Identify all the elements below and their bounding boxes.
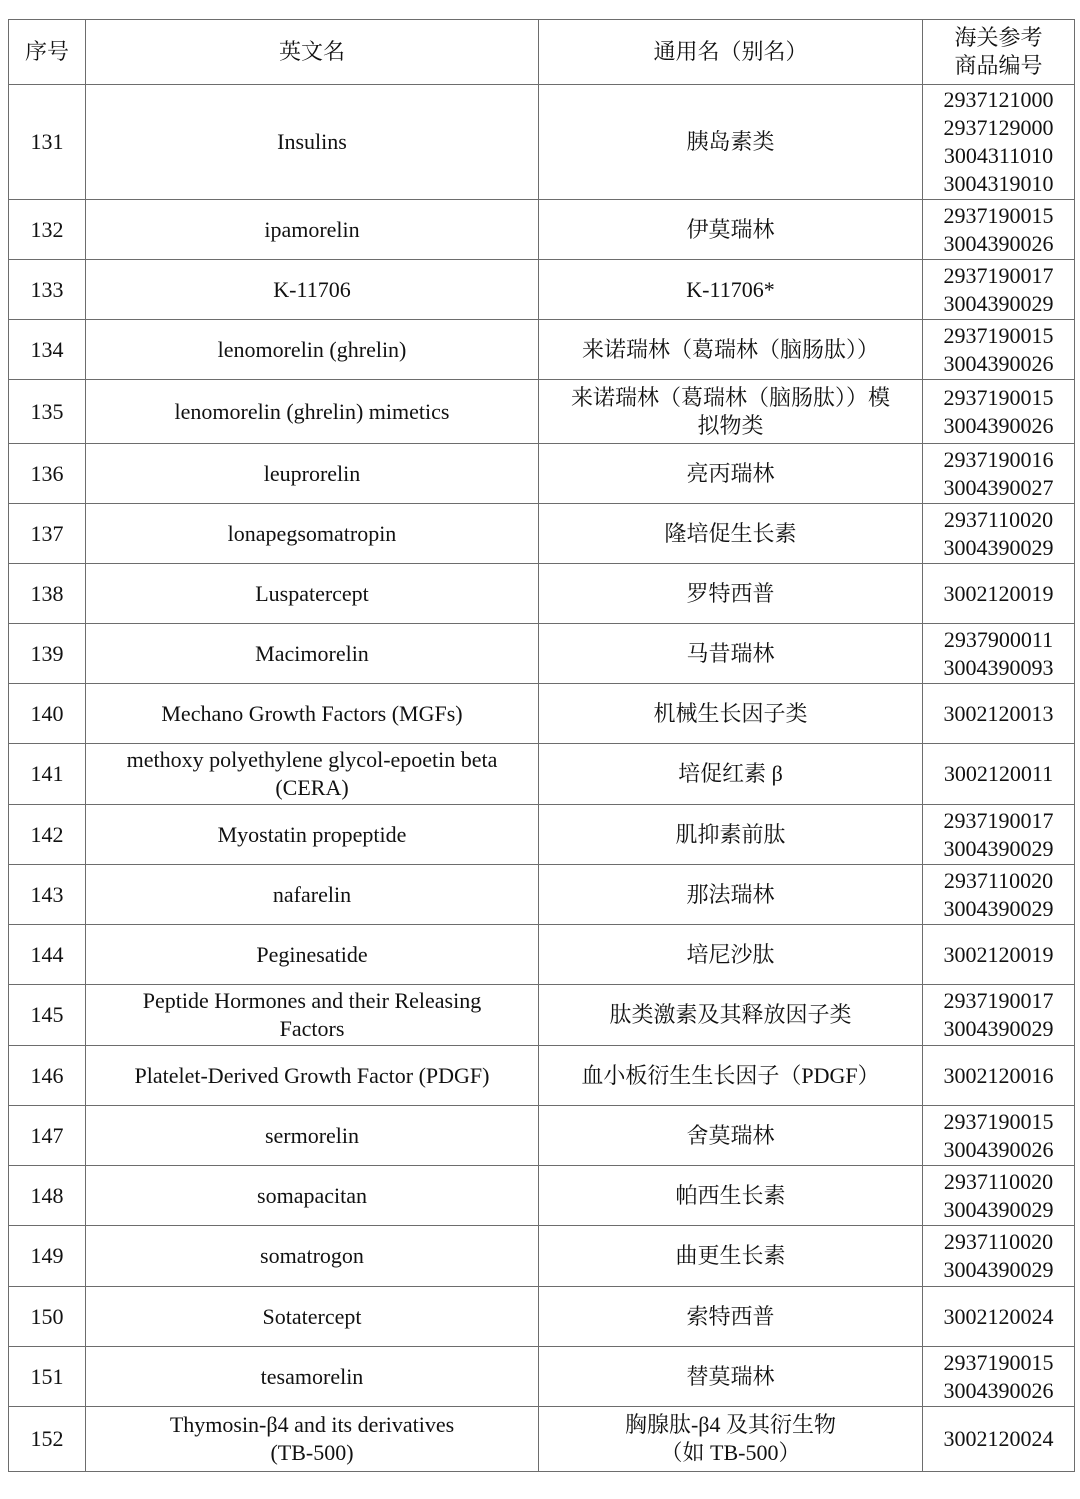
customs-code: 2937190015 [943, 1108, 1054, 1134]
table-row [9, 200, 1075, 260]
customs-code-cell [923, 624, 1075, 684]
common-name: 血小板衍生生长因子（PDGF） [581, 1062, 880, 1088]
customs-code-cell [923, 1287, 1075, 1347]
row-number: 141 [9, 744, 86, 805]
common-name-cell [539, 444, 923, 504]
table-row [9, 985, 1075, 1046]
english-name: lenomorelin (ghrelin) mimetics [174, 398, 450, 424]
common-name-cell [539, 684, 923, 744]
common-name: 胸腺肽-β4 及其衍生物 [624, 1412, 837, 1437]
english-name: nafarelin [272, 881, 352, 907]
table-row [9, 624, 1075, 684]
common-name: 帕西生长素 [675, 1182, 786, 1208]
customs-code: 2937190015 [943, 202, 1054, 228]
customs-code: 3004311010 [943, 143, 1054, 168]
table-row [9, 260, 1075, 320]
english-name: tesamorelin [260, 1363, 364, 1389]
customs-code: 3004390029 [943, 1257, 1054, 1282]
english-name: Platelet-Derived Growth Factor (PDGF) [134, 1062, 490, 1088]
english-name-cell [86, 1106, 539, 1166]
customs-code: 3002120016 [943, 1062, 1054, 1088]
customs-code-cell [923, 1166, 1075, 1226]
common-name-cell [539, 805, 923, 865]
customs-code-cell [923, 805, 1075, 865]
common-name: 肽类激素及其释放因子类 [609, 1002, 852, 1027]
common-name: 替莫瑞林 [686, 1363, 775, 1389]
common-name: 亮丙瑞林 [686, 460, 775, 486]
common-name: （如 TB-500） [660, 1440, 801, 1465]
common-name: 培促红素 β [678, 761, 783, 786]
row-number: 139 [9, 624, 86, 684]
customs-code: 2937190015 [943, 384, 1054, 410]
header-code-line1: 海关参考 [954, 25, 1043, 50]
common-name-cell [539, 564, 923, 624]
customs-code-cell [923, 380, 1075, 444]
english-name-cell [86, 865, 539, 925]
english-name: Factors [279, 1016, 345, 1041]
customs-code: 3004390029 [943, 895, 1054, 921]
common-name: K-11706* [686, 276, 775, 302]
customs-code: 3002120019 [943, 941, 1054, 967]
row-number: 146 [9, 1046, 86, 1106]
common-name-cell [539, 1347, 923, 1407]
english-name: (CERA) [275, 775, 349, 800]
english-name: (TB-500) [270, 1440, 354, 1465]
common-name-cell [539, 1106, 923, 1166]
header-english-name: 英文名 [86, 20, 539, 85]
english-name: Mechano Growth Factors (MGFs) [161, 700, 463, 726]
english-name: methoxy polyethylene glycol-epoetin beta [126, 747, 498, 772]
customs-code-cell [923, 85, 1075, 200]
customs-code-cell [923, 564, 1075, 624]
customs-code: 2937190015 [943, 1349, 1054, 1375]
customs-code: 2937190016 [943, 446, 1054, 472]
table-row [9, 1166, 1075, 1226]
row-number: 149 [9, 1226, 86, 1287]
common-name-cell [539, 504, 923, 564]
header-row [9, 20, 1075, 85]
row-number: 140 [9, 684, 86, 744]
common-name: 培尼沙肽 [686, 941, 775, 967]
customs-code: 3004319010 [943, 171, 1054, 196]
customs-code: 3002120011 [943, 761, 1054, 786]
customs-code: 2937110020 [943, 506, 1054, 532]
customs-code: 3004390026 [943, 350, 1054, 376]
row-number: 133 [9, 260, 86, 320]
common-name-cell [539, 1166, 923, 1226]
table-header [9, 20, 1075, 85]
english-name: somapacitan [257, 1182, 367, 1208]
english-name-cell [86, 805, 539, 865]
english-name-cell [86, 444, 539, 504]
english-name: Peptide Hormones and their Releasing [142, 988, 482, 1013]
english-name: K-11706 [273, 276, 351, 302]
row-number: 131 [9, 85, 86, 200]
table-row [9, 865, 1075, 925]
customs-code-cell [923, 444, 1075, 504]
table-row [9, 85, 1075, 200]
table-body [9, 85, 1075, 1472]
english-name-cell [86, 380, 539, 444]
english-name: lonapegsomatropin [227, 520, 397, 546]
english-name: Macimorelin [255, 640, 369, 666]
customs-code: 2937190017 [943, 807, 1054, 833]
table-row [9, 1226, 1075, 1287]
common-name: 机械生长因子类 [653, 700, 808, 726]
row-number: 138 [9, 564, 86, 624]
customs-code-cell [923, 925, 1075, 985]
customs-code: 3004390026 [943, 1377, 1054, 1403]
common-name-cell [539, 320, 923, 380]
substance-table [8, 19, 1075, 1472]
english-name: Insulins [277, 129, 347, 154]
common-name-cell [539, 1407, 923, 1472]
english-name-cell [86, 1407, 539, 1472]
english-name: Luspatercept [255, 580, 369, 606]
english-name-cell [86, 925, 539, 985]
common-name-cell [539, 985, 923, 1046]
table-row [9, 504, 1075, 564]
common-name: 拟物类 [697, 412, 764, 438]
common-name-cell [539, 624, 923, 684]
customs-code: 2937190015 [943, 322, 1054, 348]
row-number: 147 [9, 1106, 86, 1166]
table-row [9, 805, 1075, 865]
english-name-cell [86, 985, 539, 1046]
table-row [9, 1287, 1075, 1347]
customs-code-cell [923, 1106, 1075, 1166]
english-name: sermorelin [264, 1122, 360, 1148]
customs-code-cell [923, 504, 1075, 564]
customs-code: 3002120019 [943, 580, 1054, 606]
common-name-cell [539, 85, 923, 200]
english-name: Myostatin propeptide [217, 821, 407, 847]
customs-code-cell [923, 744, 1075, 805]
common-name-cell [539, 865, 923, 925]
customs-code-cell [923, 1347, 1075, 1407]
customs-code-cell [923, 1407, 1075, 1472]
english-name-cell [86, 200, 539, 260]
customs-code: 2937121000 [943, 87, 1054, 112]
table-row [9, 684, 1075, 744]
english-name-cell [86, 564, 539, 624]
english-name-cell [86, 260, 539, 320]
row-number: 137 [9, 504, 86, 564]
customs-code: 2937900011 [943, 626, 1054, 652]
common-name-cell [539, 744, 923, 805]
common-name: 肌抑素前肽 [675, 821, 786, 847]
customs-code: 3004390029 [943, 534, 1054, 560]
common-name-cell [539, 380, 923, 444]
customs-code: 3002120013 [943, 700, 1054, 726]
common-name: 来诺瑞林（葛瑞林（脑肠肽））模 [570, 384, 890, 410]
row-number: 150 [9, 1287, 86, 1347]
common-name-cell [539, 1287, 923, 1347]
customs-code: 3004390029 [943, 835, 1054, 861]
customs-code: 2937110020 [943, 867, 1054, 893]
common-name: 曲更生长素 [675, 1243, 786, 1268]
english-name: Sotatercept [262, 1303, 362, 1329]
english-name: somatrogon [260, 1243, 364, 1268]
customs-code-cell [923, 865, 1075, 925]
table-row [9, 380, 1075, 444]
customs-code: 3004390093 [943, 654, 1054, 680]
row-number: 135 [9, 380, 86, 444]
customs-code: 3004390026 [943, 1136, 1054, 1162]
common-name: 隆培促生长素 [664, 520, 797, 546]
common-name-cell [539, 260, 923, 320]
table-row [9, 564, 1075, 624]
header-code-line2: 商品编号 [954, 53, 1043, 78]
english-name: ipamorelin [264, 216, 360, 242]
customs-code: 3004390026 [943, 230, 1054, 256]
customs-code: 3004390029 [943, 290, 1054, 316]
customs-code: 3004390029 [943, 1196, 1054, 1222]
common-name: 马昔瑞林 [686, 640, 775, 666]
table-row [9, 320, 1075, 380]
row-number: 152 [9, 1407, 86, 1472]
english-name-cell [86, 684, 539, 744]
common-name: 舍莫瑞林 [686, 1122, 775, 1148]
row-number: 136 [9, 444, 86, 504]
english-name-cell [86, 1046, 539, 1106]
header-no: 序号 [9, 20, 86, 85]
english-name: Peginesatide [256, 941, 368, 967]
customs-code-cell [923, 684, 1075, 744]
row-number: 132 [9, 200, 86, 260]
common-name-cell [539, 1226, 923, 1287]
english-name: Thymosin-β4 and its derivatives [169, 1412, 455, 1437]
customs-code: 2937110020 [943, 1229, 1054, 1254]
table-row [9, 1407, 1075, 1472]
english-name-cell [86, 85, 539, 200]
row-number: 148 [9, 1166, 86, 1226]
row-number: 134 [9, 320, 86, 380]
header-common-name: 通用名（别名） [539, 20, 923, 85]
english-name-cell [86, 1287, 539, 1347]
customs-code: 3002120024 [943, 1303, 1054, 1329]
english-name-cell [86, 744, 539, 805]
customs-code-cell [923, 320, 1075, 380]
table-row [9, 1347, 1075, 1407]
common-name: 那法瑞林 [686, 881, 775, 907]
customs-code: 2937190017 [943, 262, 1054, 288]
english-name-cell [86, 1166, 539, 1226]
english-name-cell [86, 624, 539, 684]
table-row [9, 1046, 1075, 1106]
header-customs-code [923, 20, 1075, 85]
table-row [9, 925, 1075, 985]
table-row [9, 744, 1075, 805]
common-name: 胰岛素类 [686, 129, 775, 154]
row-number: 142 [9, 805, 86, 865]
english-name-cell [86, 320, 539, 380]
english-name-cell [86, 504, 539, 564]
english-name-cell [86, 1347, 539, 1407]
customs-code-cell [923, 200, 1075, 260]
english-name-cell [86, 1226, 539, 1287]
common-name: 索特西普 [686, 1303, 775, 1329]
customs-code: 2937129000 [943, 115, 1054, 140]
customs-code: 3002120024 [943, 1426, 1054, 1451]
customs-code: 2937190017 [943, 988, 1054, 1013]
common-name: 伊莫瑞林 [686, 216, 775, 242]
common-name: 罗特西普 [686, 580, 775, 606]
row-number: 145 [9, 985, 86, 1046]
customs-code-cell [923, 260, 1075, 320]
english-name: lenomorelin (ghrelin) [217, 336, 407, 362]
table-row [9, 1106, 1075, 1166]
common-name-cell [539, 200, 923, 260]
row-number: 144 [9, 925, 86, 985]
customs-code: 3004390026 [943, 412, 1054, 438]
row-number: 143 [9, 865, 86, 925]
table-row [9, 444, 1075, 504]
customs-code-cell [923, 1046, 1075, 1106]
common-name-cell [539, 1046, 923, 1106]
customs-code: 3004390029 [943, 1016, 1054, 1041]
english-name: leuprorelin [263, 460, 361, 486]
customs-code-cell [923, 1226, 1075, 1287]
customs-code-cell [923, 985, 1075, 1046]
common-name: 来诺瑞林（葛瑞林（脑肠肽）） [581, 336, 879, 362]
customs-code: 3004390027 [943, 474, 1054, 500]
row-number: 151 [9, 1347, 86, 1407]
customs-code: 2937110020 [943, 1168, 1054, 1194]
common-name-cell [539, 925, 923, 985]
